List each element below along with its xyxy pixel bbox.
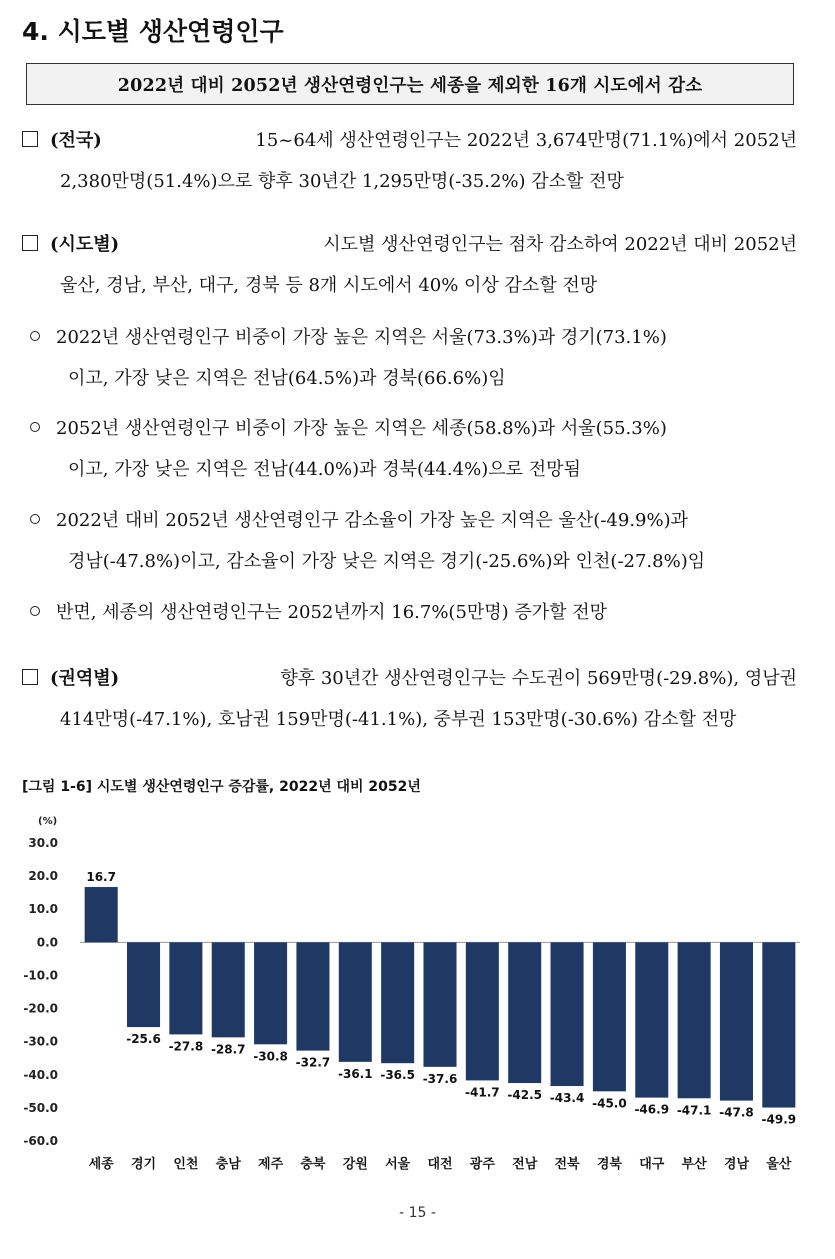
sub-bullet-line — [30, 408, 797, 449]
x-category-label: 충북 — [300, 1157, 326, 1172]
data-label: -28.7 — [210, 1042, 246, 1057]
bar-울산 — [762, 942, 795, 1107]
x-category-label: 광주 — [469, 1157, 495, 1172]
paragraph-line — [22, 224, 797, 265]
x-category-label: 부산 — [681, 1157, 707, 1172]
paragraph-text: 시도별 생산연령인구는 점차 감소하여 2022년 대비 2052년 — [323, 234, 797, 255]
x-category-label: 제주 — [258, 1157, 284, 1172]
sub-bullet-line — [30, 500, 797, 541]
sub-bullet-text: 2022년 대비 2052년 생산연령인구 감소율이 가장 높은 지역은 울산(-49.9%)과 — [56, 510, 689, 531]
y-tick-label: -20.0 — [23, 1001, 58, 1016]
sub-bullet-text: 이고, 가장 낮은 지역은 전남(64.5%)과 경북(66.6%)임 — [68, 368, 506, 389]
paragraph-line — [22, 658, 797, 699]
x-category-label: 인천 — [173, 1157, 199, 1172]
sub-bullet-text: 2022년 생산연령인구 비중이 가장 높은 지역은 서울(73.3%)과 경기(73.1%) — [56, 327, 667, 348]
circle-bullet-icon — [30, 422, 40, 432]
x-category-label: 서울 — [385, 1157, 411, 1172]
y-tick-label: -50.0 — [23, 1100, 58, 1115]
bar-대구 — [635, 942, 668, 1097]
bar-부산 — [678, 942, 711, 1098]
data-label: -42.5 — [507, 1088, 543, 1103]
bar-전북 — [551, 942, 584, 1086]
y-tick-label: 0.0 — [36, 935, 58, 950]
bar-경기 — [127, 942, 160, 1027]
paragraph-text: 15~64세 생산연령인구는 2022년 3,674만명(71.1%)에서 2052년 — [255, 130, 797, 151]
circle-bullet-icon — [30, 514, 40, 524]
bar-chart — [0, 800, 835, 1180]
paragraph-text: 울산, 경남, 부산, 대구, 경북 등 8개 시도에서 40% 이상 감소할 전망 — [60, 275, 598, 296]
data-label: 16.7 — [86, 870, 116, 885]
sub-bullet-text: 2052년 생산연령인구 비중이 가장 높은 지역은 세종(58.8%)과 서울(55.3%) — [56, 418, 667, 439]
y-axis-unit-label: (%) — [38, 816, 58, 827]
data-label: -27.8 — [168, 1039, 204, 1054]
y-tick-label: 30.0 — [28, 836, 58, 850]
paragraph-line — [22, 161, 797, 202]
data-label: -47.8 — [719, 1105, 754, 1120]
sub-bullet-sejong — [30, 592, 797, 633]
square-bullet-icon — [22, 235, 38, 251]
data-label: -36.5 — [380, 1068, 415, 1083]
data-label: -45.0 — [592, 1096, 627, 1111]
x-category-label: 경남 — [723, 1157, 750, 1172]
sub-bullet-text: 경남(-47.8%)이고, 감소율이 가장 낮은 지역은 경기(-25.6%)와 인천(-27.8%)임 — [68, 551, 706, 572]
summary-text: 2022년 대비 2052년 생산연령인구는 세종을 제외한 16개 시도에서 감소 — [117, 75, 703, 96]
paragraph-line — [22, 120, 797, 161]
bar-경남 — [720, 942, 753, 1100]
paragraph-zones — [22, 658, 797, 740]
x-category-label: 충남 — [215, 1157, 241, 1172]
x-category-label: 경북 — [596, 1157, 622, 1172]
bar-충남 — [212, 942, 245, 1037]
x-category-label: 경기 — [130, 1157, 157, 1172]
paragraph-lead: (권역별) — [50, 668, 120, 689]
sub-bullet-text: 이고, 가장 낮은 지역은 전남(44.0%)과 경북(44.4%)으로 전망됨 — [68, 459, 581, 480]
bar-경북 — [593, 942, 626, 1091]
data-label: -47.1 — [676, 1103, 712, 1118]
data-label: -49.9 — [761, 1112, 797, 1127]
data-label: -43.4 — [549, 1091, 585, 1106]
square-bullet-icon — [22, 669, 38, 685]
sub-bullet-2022-share — [30, 317, 797, 399]
y-tick-label: -60.0 — [23, 1134, 58, 1148]
data-label: -46.9 — [634, 1102, 670, 1117]
sub-bullet-line — [30, 592, 797, 633]
circle-bullet-icon — [30, 606, 40, 616]
bar-제주 — [254, 942, 287, 1044]
bar-강원 — [339, 942, 372, 1062]
sub-bullet-decline-rate — [30, 500, 797, 582]
bar-충북 — [296, 942, 329, 1050]
x-category-label: 대전 — [427, 1157, 453, 1172]
data-label: -41.7 — [465, 1085, 500, 1100]
bar-서울 — [381, 942, 414, 1063]
x-category-label: 세종 — [88, 1157, 114, 1172]
sub-bullet-2052-share — [30, 408, 797, 490]
paragraph-text: 414만명(-47.1%), 호남권 159만명(-41.1%), 중부권 153만명(-30.6%) 감소할 전망 — [60, 709, 737, 730]
data-label: -36.1 — [337, 1066, 373, 1081]
y-tick-label: -40.0 — [23, 1067, 58, 1082]
bar-인천 — [169, 942, 202, 1034]
summary-box — [26, 63, 794, 105]
section-title: 4. 시도별 생산연령인구 — [22, 17, 284, 46]
bar-대전 — [423, 942, 456, 1066]
x-category-label: 울산 — [766, 1157, 792, 1172]
figure-caption: [그림 1-6] 시도별 생산연령인구 증감률, 2022년 대비 2052년 — [22, 779, 421, 795]
x-category-label: 전남 — [512, 1157, 538, 1172]
sub-bullet-line — [30, 449, 797, 490]
x-category-label: 전북 — [554, 1157, 580, 1172]
data-label: -25.6 — [126, 1032, 161, 1047]
sub-bullet-line — [30, 541, 797, 582]
sub-bullet-text: 반면, 세종의 생산연령인구는 2052년까지 16.7%(5만명) 증가할 전망 — [56, 602, 608, 623]
paragraph-lead: (시도별) — [50, 234, 120, 255]
y-tick-label: -30.0 — [23, 1034, 58, 1049]
sub-bullet-line — [30, 317, 797, 358]
bar-전남 — [508, 942, 541, 1083]
paragraph-text: 향후 30년간 생산연령인구는 수도권이 569만명(-29.8%), 영남권 — [280, 668, 797, 689]
x-category-label: 대구 — [639, 1157, 665, 1172]
paragraph-regional — [22, 224, 797, 306]
y-tick-label: 10.0 — [28, 902, 58, 917]
paragraph-line — [22, 265, 797, 306]
circle-bullet-icon — [30, 331, 40, 341]
sub-bullet-line — [30, 358, 797, 399]
data-label: -37.6 — [422, 1071, 458, 1086]
paragraph-line — [22, 699, 797, 740]
square-bullet-icon — [22, 131, 38, 147]
data-label: -32.7 — [295, 1055, 331, 1070]
paragraph-national — [22, 120, 797, 202]
x-category-label: 강원 — [342, 1157, 368, 1172]
bar-세종 — [85, 887, 118, 942]
y-tick-label: 20.0 — [28, 869, 58, 884]
bar-광주 — [466, 942, 499, 1080]
y-tick-label: -10.0 — [23, 968, 58, 983]
paragraph-text: 2,380만명(51.4%)으로 향후 30년간 1,295만명(-35.2%) 감소할 전망 — [60, 171, 624, 192]
paragraph-lead: (전국) — [50, 130, 102, 151]
page-number: - 15 - — [399, 1205, 436, 1221]
data-label: -30.8 — [253, 1049, 288, 1064]
